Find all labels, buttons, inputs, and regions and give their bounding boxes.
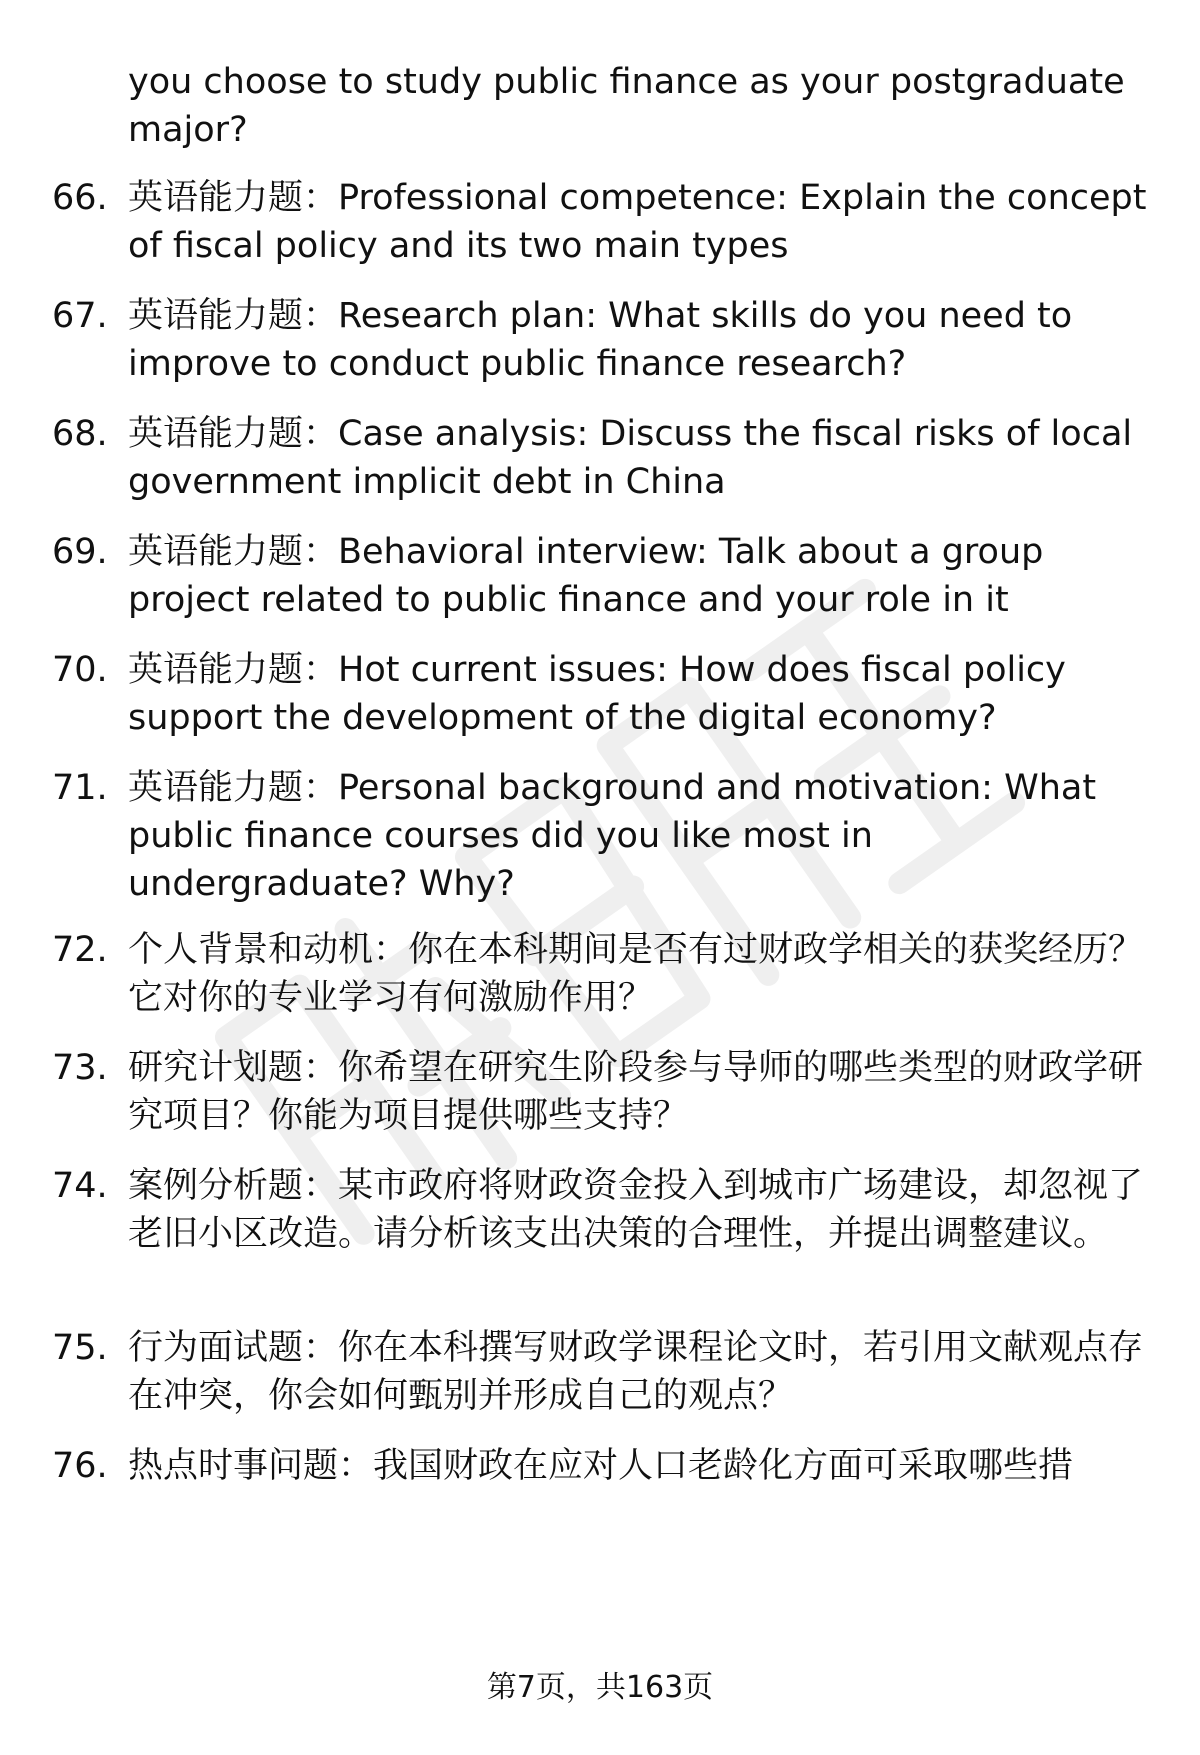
question-text: 英语能力题：Professional competence: Explain the concept of fiscal policy and its two main types <box>128 178 1147 266</box>
question-number: 68. <box>52 414 108 454</box>
question-text: 案例分析题：某市政府将财政资金投入到城市广场建设，却忽视了老旧小区改造。请分析该支出决策的合理性，并提出调整建议。 <box>128 1166 1144 1254</box>
question-text: 英语能力题：Behavioral interview: Talk about a group project related to public finance and your role in it <box>128 532 1044 620</box>
question-number: 73. <box>52 1048 108 1088</box>
question-number: 75. <box>52 1328 108 1368</box>
question-number: 67. <box>52 296 108 336</box>
question-text: 热点时事问题：我国财政在应对人口老龄化方面可采取哪些措 <box>128 1446 1074 1486</box>
question-text: 行为面试题：你在本科撰写财政学课程论文时，若引用文献观点存在冲突，你会如何甄别并形成自己的观点？ <box>128 1328 1144 1416</box>
question-number: 70. <box>52 650 108 690</box>
question-text: 英语能力题：Personal background and motivation: What public finance courses did you like most in undergraduate? Why? <box>128 768 1097 904</box>
question-number: 66. <box>52 178 108 218</box>
question-text: 英语能力题：Case analysis: Discuss the fiscal risks of local government implicit debt in China <box>128 414 1133 502</box>
question-number: 76. <box>52 1446 108 1486</box>
continued-question-text: you choose to study public finance as your postgraduate major? <box>128 62 1125 150</box>
question-text: 个人背景和动机：你在本科期间是否有过财政学相关的获奖经历？它对你的专业学习有何激励作用？ <box>128 930 1144 1018</box>
question-number: 71. <box>52 768 108 808</box>
question-number: 74. <box>52 1166 108 1206</box>
page-footer: 第7页，共163页 <box>486 1670 714 1705</box>
question-text: 英语能力题：Research plan: What skills do you need to improve to conduct public finance research? <box>128 296 1073 384</box>
question-text: 研究计划题：你希望在研究生阶段参与导师的哪些类型的财政学研究项目？你能为项目提供哪些支持？ <box>128 1048 1144 1136</box>
question-number: 69. <box>52 532 108 572</box>
question-number: 72. <box>52 930 108 970</box>
question-text: 英语能力题：Hot current issues: How does fiscal policy support the development of the digital economy? <box>128 650 1066 738</box>
